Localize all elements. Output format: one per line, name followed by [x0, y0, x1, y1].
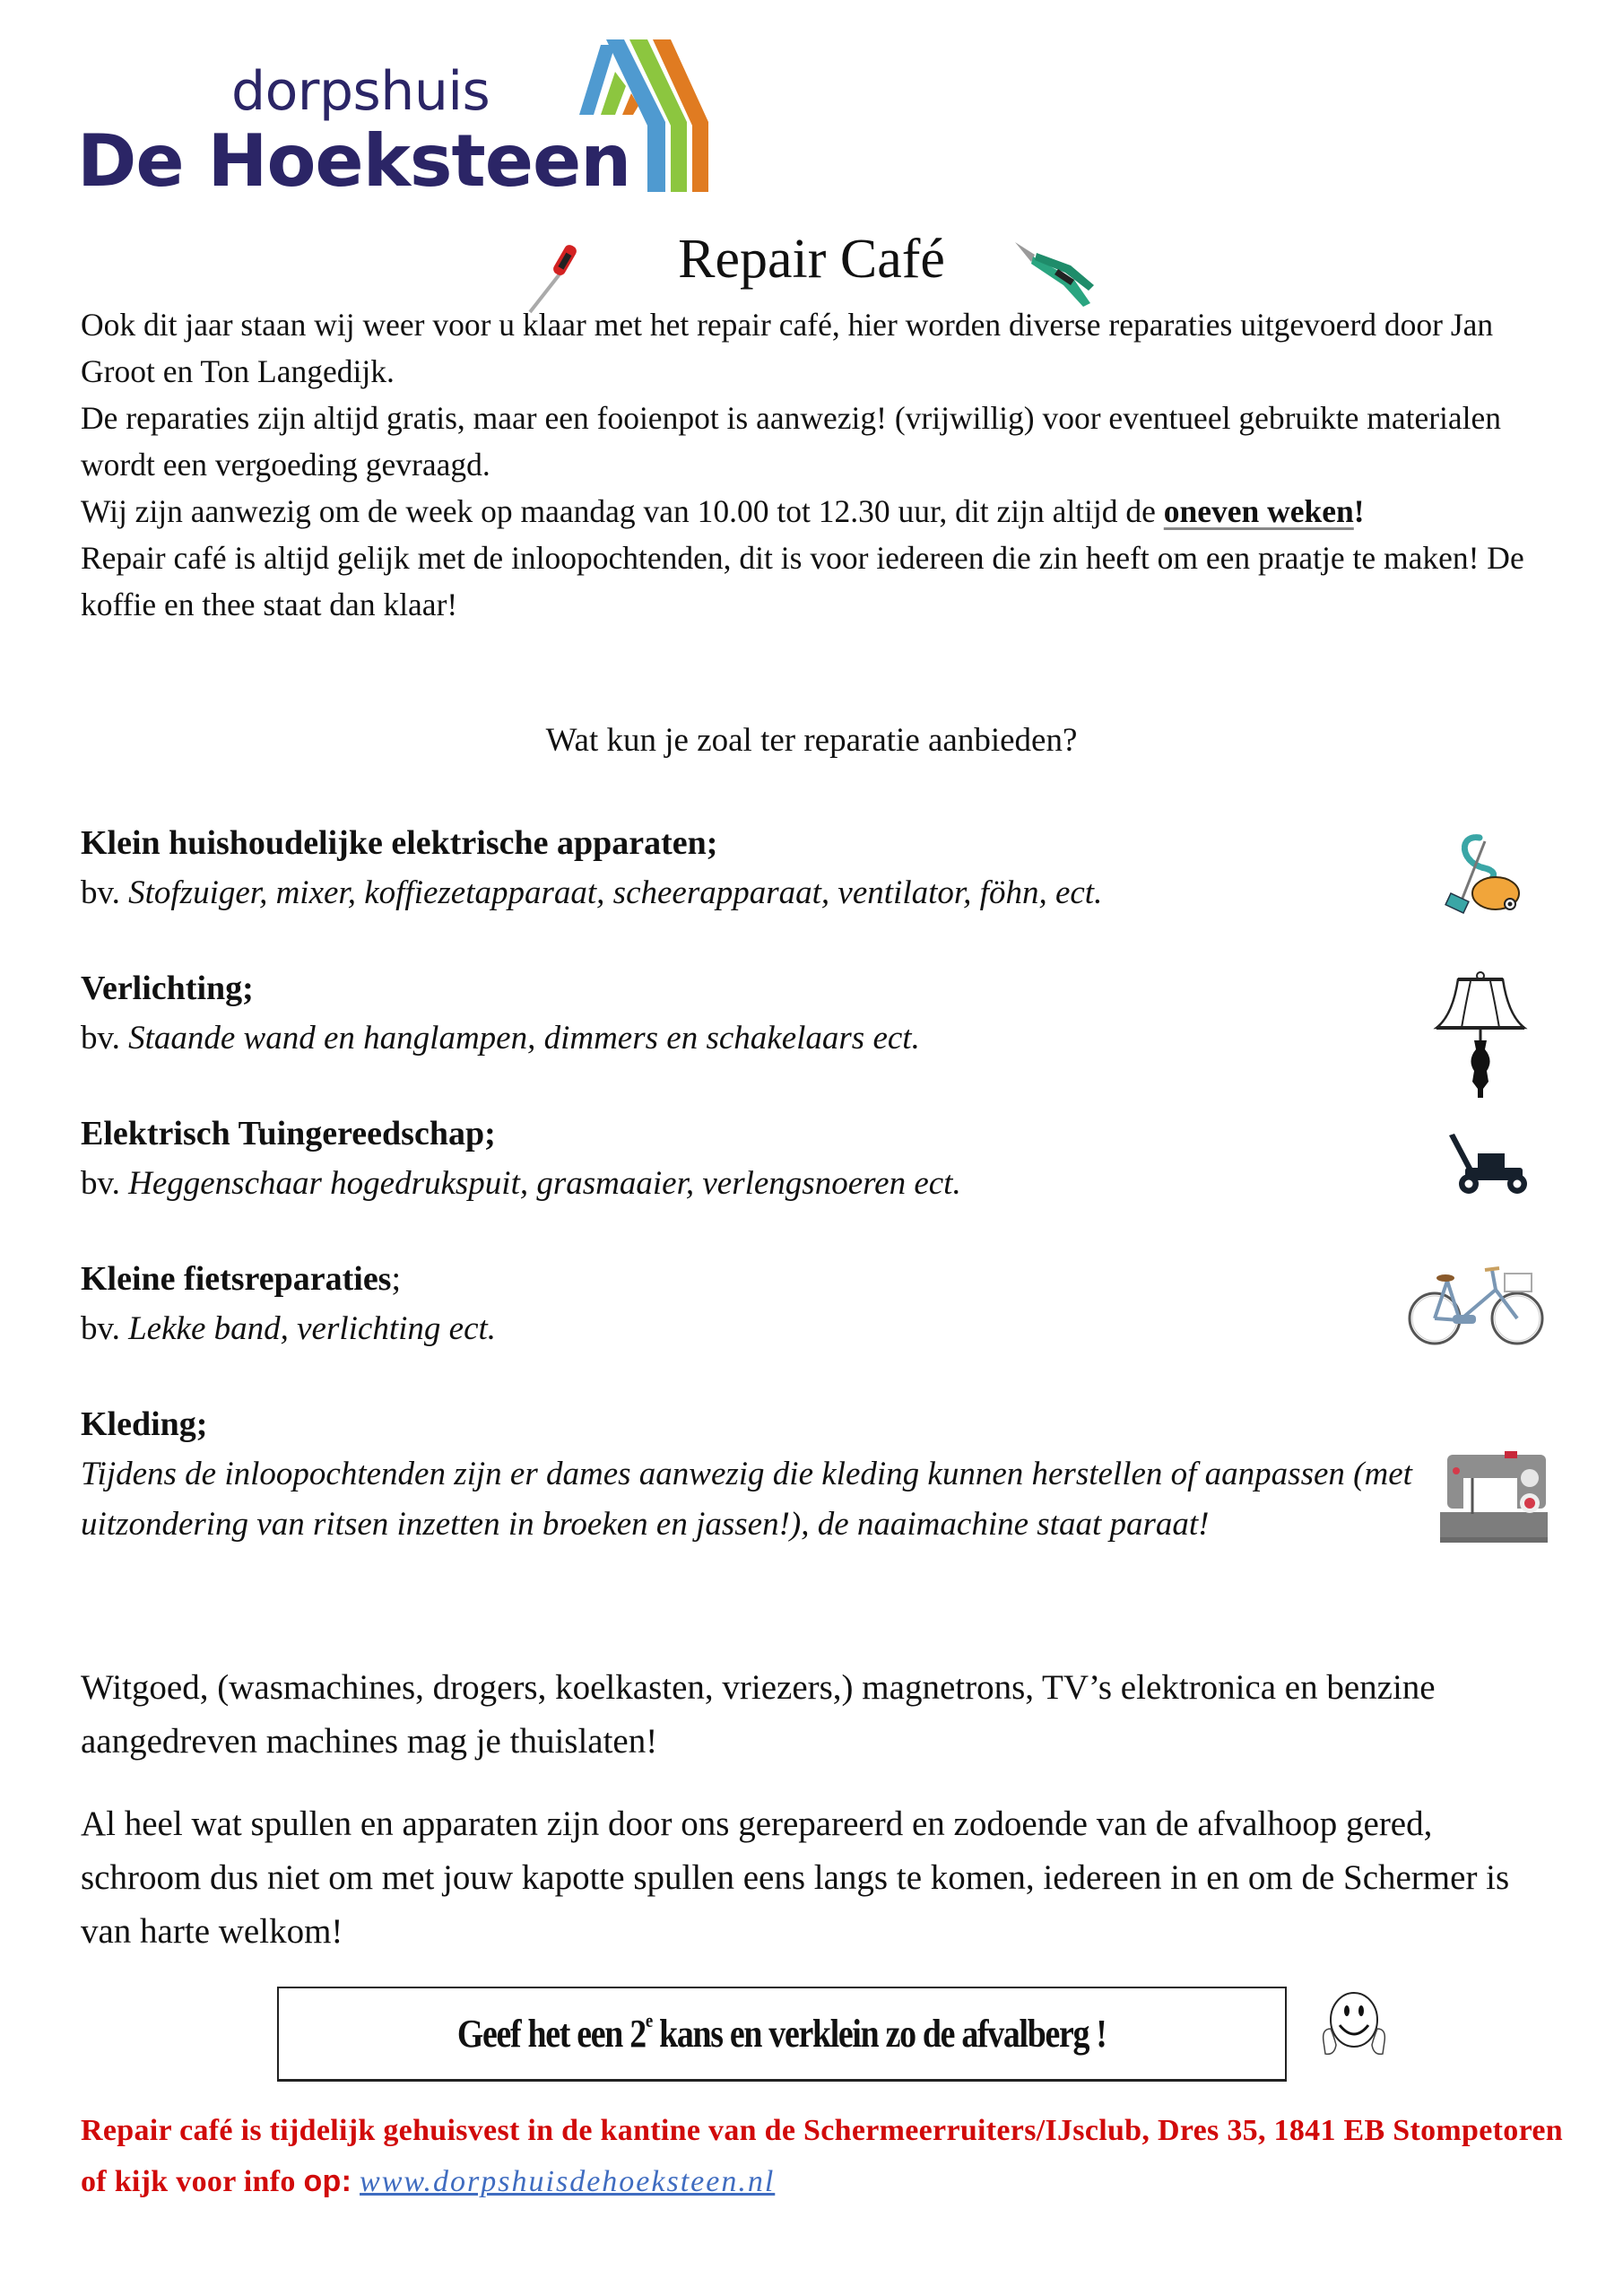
intro-paragraph-3 — [81, 488, 1551, 535]
category-title: Elektrisch Tuingereedschap; — [81, 1115, 496, 1152]
op-label: op: — [303, 2164, 352, 2198]
intro-paragraph-4: Repair café is altijd gelijk met de inloopochtenden, dit is voor iedereen die zin heeft om een praatje te maken! De koffie en thee staat dan klaar! — [81, 540, 1524, 622]
lawn-mower-icon — [1445, 1134, 1532, 1196]
closing-text: Al heel wat spullen en apparaten zijn door ons gerepareerd en zodoende van de afvalhoop gered, schroom dus niet om met jouw kapotte spullen eens langs te komen, iedereen in en om de Schermer is van harte welkom! — [81, 1805, 1510, 1951]
website-link[interactable]: www.dorpshuisdehoeksteen.nl — [360, 2165, 776, 2198]
bicycle-icon — [1406, 1263, 1549, 1349]
intro-text — [81, 301, 1551, 628]
logo-subtitle: dorpshuis — [231, 60, 490, 123]
exclusions-text: Witgoed, (wasmachines, drogers, koelkasten, vriezers,) magnetrons, TV’s elektronica en benzine aangedreven machines mag je thuislaten! — [81, 1668, 1436, 1761]
location-text: Repair café is tijdelijk gehuisvest in de kantine van de Schermeerruiters/IJsclub, Dres 35, 1841 EB Stompetoren of kijk voor info — [81, 2114, 1563, 2198]
category-title: Klein huishoudelijke elektrische apparaten; — [81, 824, 718, 862]
category-examples: bv. Stofzuiger, mixer, koffiezetapparaat, scheerapparaat, ventilator, föhn, ect. — [81, 874, 1103, 911]
vacuum-cleaner-icon — [1440, 829, 1521, 918]
category-description: Tijdens de inloopochtenden zijn er dames aanwezig die kleding kunnen herstellen of aanpassen (met uitzondering van ritsen inzetten in broeken en jassen!), de naaimachine staat paraat! — [81, 1456, 1412, 1543]
category-title: Kleding; — [81, 1405, 208, 1443]
slogan-box — [277, 1987, 1287, 2082]
category-title: Verlichting; — [81, 970, 254, 1007]
category-examples: bv. Heggenschaar hogedrukspuit, grasmaaier, verlengsnoeren ect. — [81, 1165, 961, 1202]
category-bicycle — [81, 1254, 1426, 1354]
location-note — [81, 2106, 1587, 2207]
odd-weeks-emphasis: oneven weken — [1163, 493, 1354, 529]
schedule-text: Wij zijn aanwezig om de week op maandag van 10.00 tot 12.30 uur, dit zijn altijd de — [81, 493, 1164, 529]
intro-paragraph-2: De reparaties zijn altijd gratis, maar een fooienpot is aanwezig! (vrijwillig) voor eventueel gebruikte materialen wordt een vergoeding gevraagd. — [81, 400, 1502, 483]
lamp-icon — [1431, 970, 1530, 1101]
category-lighting — [81, 963, 1426, 1064]
category-examples: bv. Staande wand en hanglampen, dimmers en schakelaars ect. — [81, 1020, 920, 1057]
intro-paragraph-1: Ook dit jaar staan wij weer voor u klaar met het repair café, hier worden diverse reparaties uitgevoerd door Jan Groot en Ton Langedijk. — [81, 307, 1494, 389]
logo-name: De Hoeksteen — [77, 119, 631, 203]
page-title: Repair Café — [678, 229, 945, 290]
sewing-machine-icon — [1436, 1451, 1551, 1546]
pliers-icon — [1011, 239, 1098, 310]
category-garden-tools — [81, 1109, 1426, 1209]
smiley-thumbs-up-icon — [1311, 1989, 1397, 2065]
category-clothing — [81, 1399, 1426, 1550]
category-household — [81, 818, 1426, 918]
category-title: Kleine fietsreparaties; — [81, 1260, 402, 1298]
question-heading: Wat kun je zoal ter reparatie aanbieden? — [545, 722, 1078, 759]
exclamation: ! — [1353, 493, 1365, 529]
house-logo-icon — [554, 39, 726, 194]
category-examples: bv. Lekke band, verlichting ect. — [81, 1310, 497, 1347]
slogan-text: Geef het een 2e kans en verklein zo de afvalberg ! — [457, 2009, 1107, 2056]
